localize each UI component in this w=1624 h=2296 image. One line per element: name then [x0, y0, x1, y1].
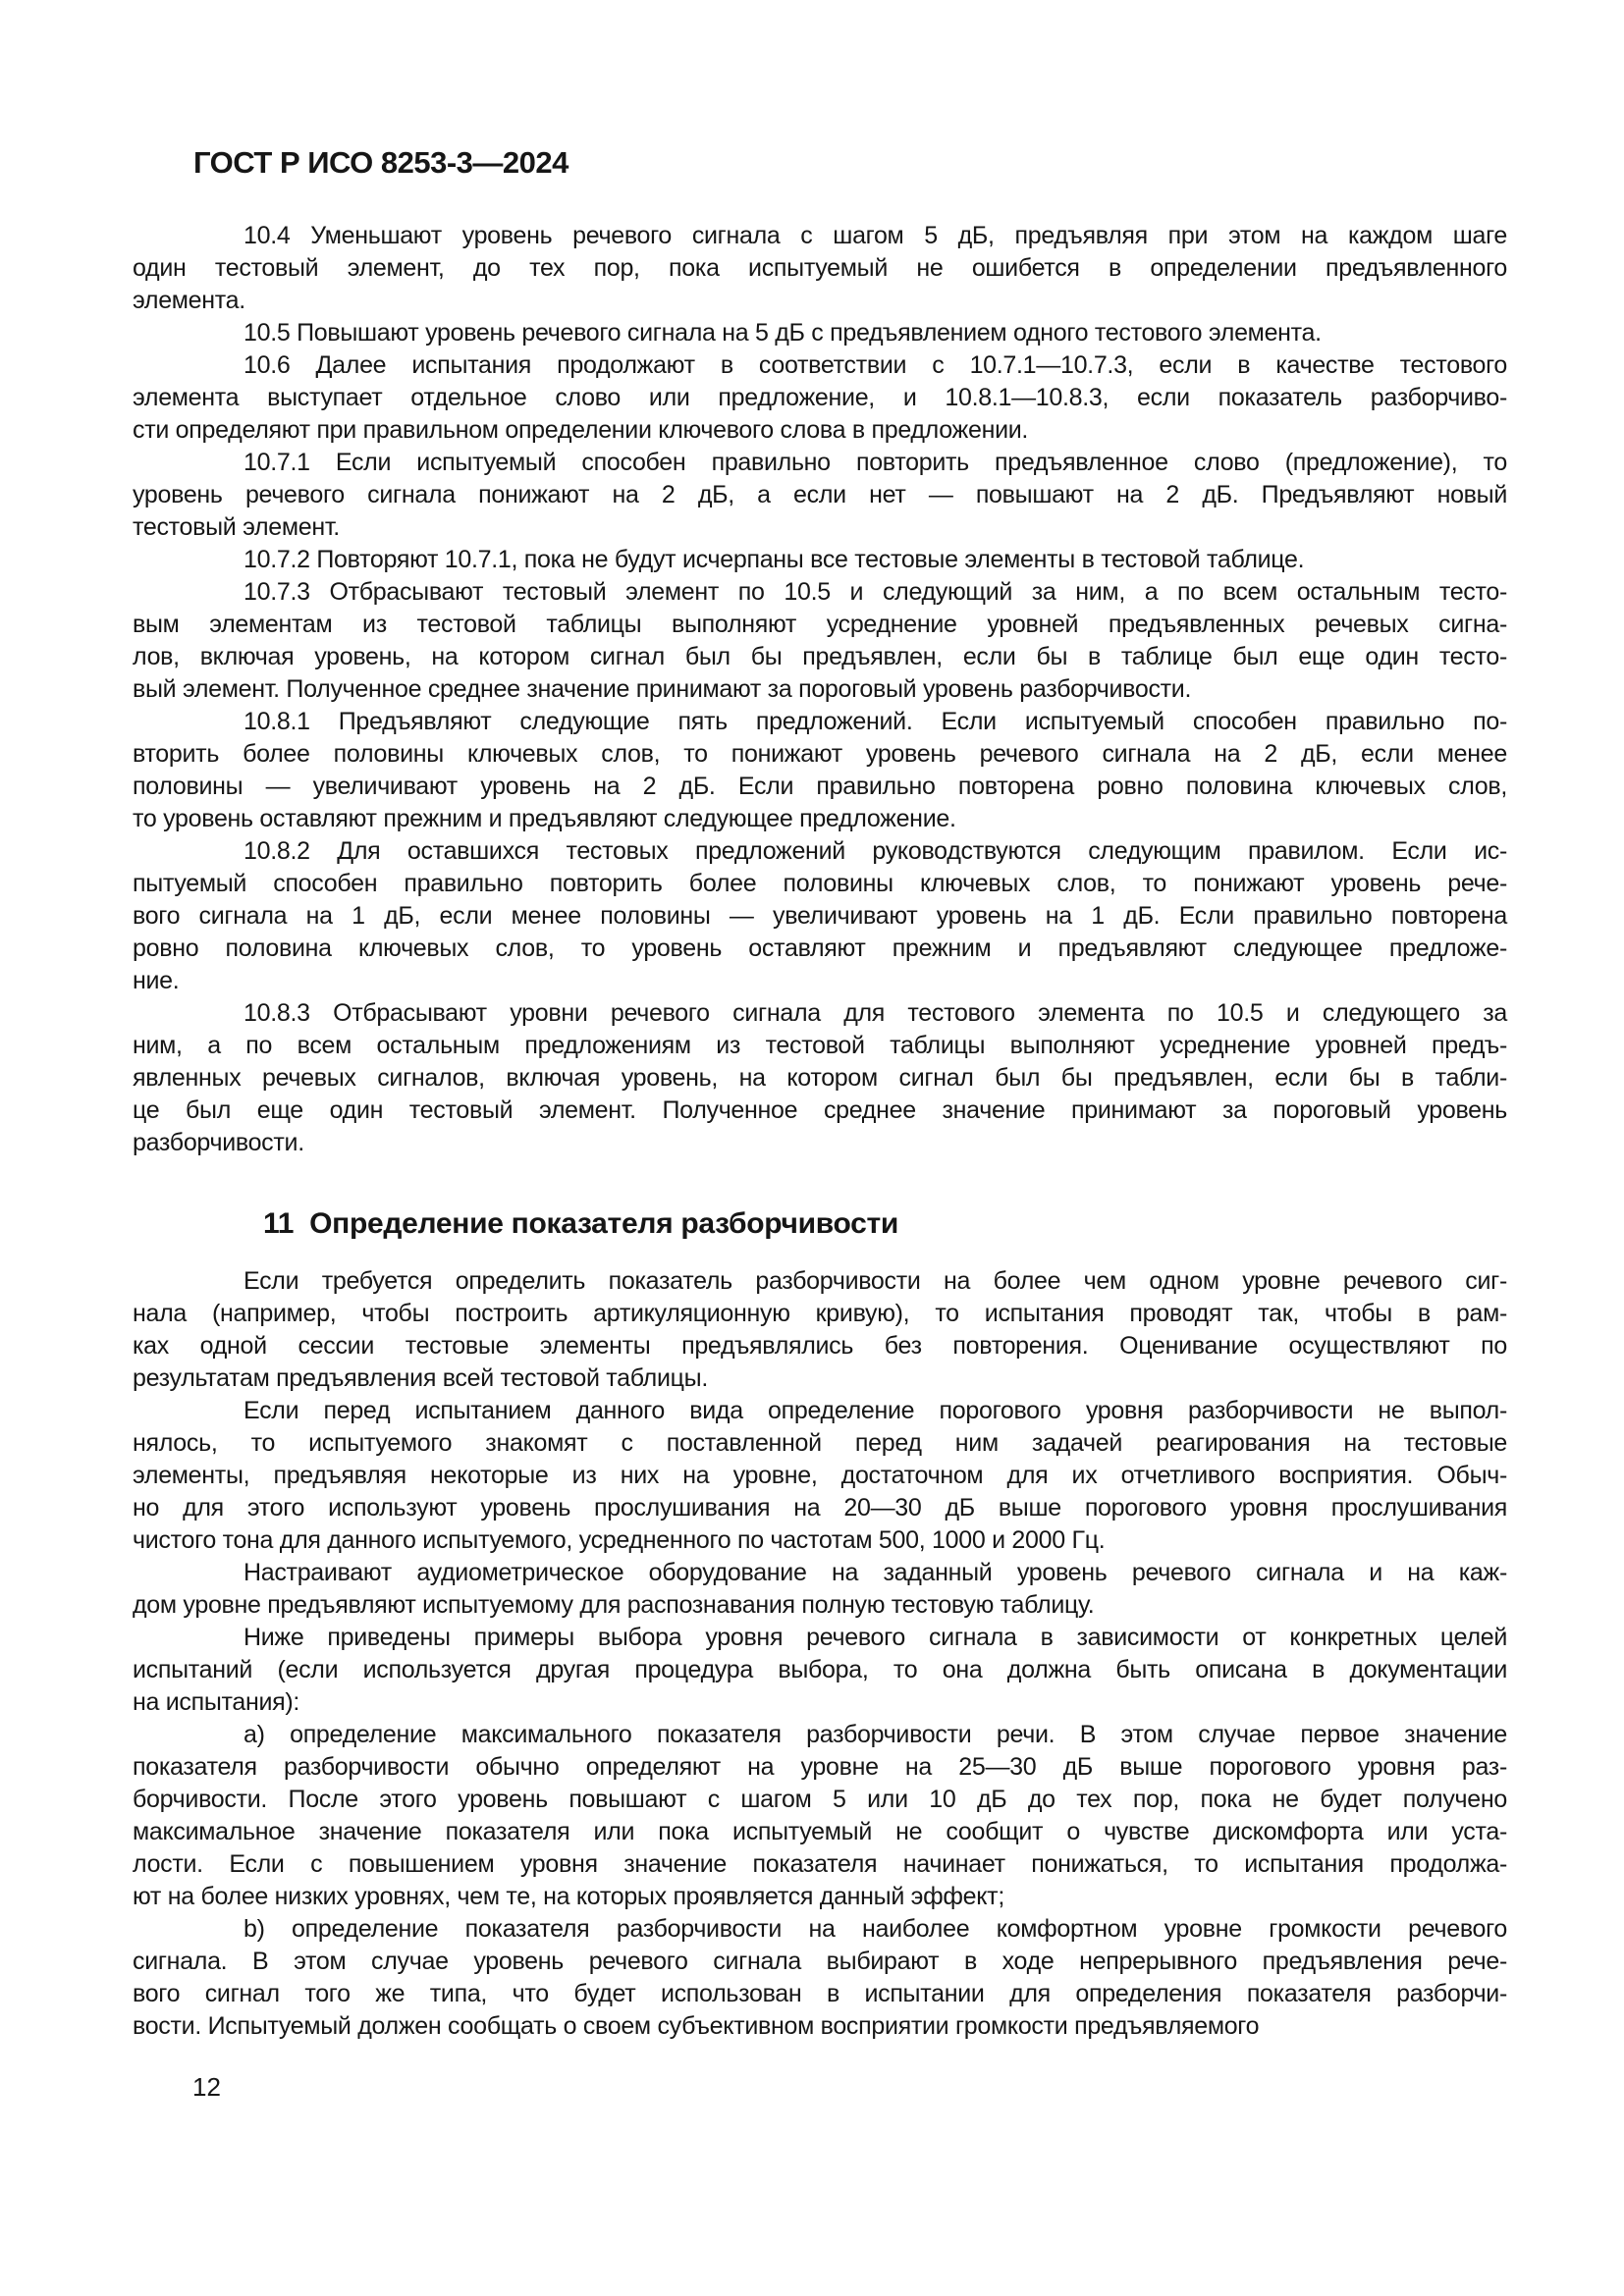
text-line: 10.7.1 Если испытуемый способен правильно повторить предъявленное слово (предложение), то [244, 449, 1507, 476]
text-line: Настраивают аудиометрическое оборудование на заданный уровень речевого сигнала и на каж- [244, 1559, 1507, 1586]
page-number: 12 [192, 2072, 221, 2102]
text-line: ках одной сессии тестовые элементы предъявлялись без повторения. Оценивание осуществляют по [133, 1332, 1507, 1360]
text-line: нала (например, чтобы построить артикуляционную кривую), то испытания проводят так, чтобы в рам- [133, 1300, 1507, 1327]
text-line: ние. [133, 967, 180, 994]
text-line: вого сигнала на 1 дБ, если менее половины — увеличивают уровень на 1 дБ. Если правильно повторена [133, 902, 1507, 930]
text-line: ют на более низких уровнях, чем те, на которых проявляется данный эффект; [133, 1883, 1004, 1910]
section-number: 11 [263, 1207, 295, 1240]
text-line: уровень речевого сигнала понижают на 2 дБ, а если нет — повышают на 2 дБ. Предъявляют новый [133, 481, 1507, 508]
text-line: тестовый элемент. [133, 513, 340, 541]
text-line: 10.4 Уменьшают уровень речевого сигнала с шагом 5 дБ, предъявляя при этом на каждом шаге [244, 222, 1507, 249]
running-header: ГОСТ Р ИСО 8253-3—2024 [193, 145, 568, 180]
text-line: элементы, предъявляя некоторые из них на уровне, достаточном для их отчетливого восприятия. Обыч- [133, 1462, 1507, 1489]
section-11-paragraph-4 [133, 1622, 1507, 1719]
text-line: борчивости. После этого уровень повышают с шагом 5 или 10 дБ до тех пор, пока не будет получено [133, 1786, 1507, 1813]
text-line: b) определение показателя разборчивости на наиболее комфортном уровне громкости речевого [244, 1915, 1507, 1943]
document-body [133, 220, 1507, 2043]
text-line: 10.7.3 Отбрасывают тестовый элемент по 10.5 и следующий за ним, а по всем остальным тесто- [244, 578, 1507, 606]
section-11-paragraph-1 [133, 1265, 1507, 1395]
text-line: вторить более половины ключевых слов, то понижают уровень речевого сигнала на 2 дБ, если менее [133, 740, 1507, 768]
text-line: Ниже приведены примеры выбора уровня речевого сигнала в зависимости от конкретных целей [244, 1624, 1507, 1651]
text-line: Если требуется определить показатель разборчивости на более чем одном уровне речевого сиг- [244, 1267, 1507, 1295]
text-line: вым элементам из тестовой таблицы выполняют усреднение уровней предъявленных речевых сигна- [133, 611, 1507, 638]
text-line: 10.8.2 Для оставшихся тестовых предложений руководствуются следующим правилом. Если ис- [244, 837, 1507, 865]
text-line: 10.8.1 Предъявляют следующие пять предложений. Если испытуемый способен правильно по- [244, 708, 1507, 735]
text-line: лов, включая уровень, на котором сигнал был бы предъявлен, если бы в таблице был еще один тесто- [133, 643, 1507, 670]
clause-10-6 [133, 349, 1507, 447]
section-11-paragraph-3 [133, 1557, 1507, 1622]
text-line: нялось, то испытуемого знакомят с поставленной перед ним задачей реагирования на тестовые [133, 1429, 1507, 1457]
text-line: 10.7.2 Повторяют 10.7.1, пока не будут исчерпаны все тестовые элементы в тестовой таблице. [244, 546, 1305, 573]
clause-10-7-2 [133, 544, 1507, 576]
text-line: 10.8.3 Отбрасывают уровни речевого сигнала для тестового элемента по 10.5 и следующего за [244, 999, 1507, 1027]
text-line: 10.5 Повышают уровень речевого сигнала на 5 дБ с предъявлением одного тестового элемента. [244, 319, 1322, 347]
clause-10-7-3 [133, 576, 1507, 706]
text-line: 10.6 Далее испытания продолжают в соответствии с 10.7.1—10.7.3, если в качестве тестового [244, 351, 1507, 379]
text-line: на испытания): [133, 1688, 300, 1716]
text-line: a) определение максимального показателя разборчивости речи. В этом случае первое значение [244, 1721, 1507, 1748]
text-line: лости. Если с повышением уровня значение показателя начинает понижаться, то испытания продолжа- [133, 1850, 1507, 1878]
section-title: Определение показателя разборчивости [309, 1207, 899, 1240]
clause-10-8-2 [133, 835, 1507, 997]
clause-10-8-1 [133, 706, 1507, 835]
clause-10-7-1 [133, 447, 1507, 544]
clause-10-5 [133, 317, 1507, 349]
text-line: половины — увеличивают уровень на 2 дБ. Если правильно повторена ровно половина ключевых слов, [133, 773, 1507, 800]
text-line: дом уровне предъявляют испытуемому для распознавания полную тестовую таблицу. [133, 1591, 1095, 1619]
text-line: чистого тона для данного испытуемого, усредненного по частотам 500, 1000 и 2000 Гц. [133, 1526, 1106, 1554]
text-line: вости. Испытуемый должен сообщать о своем субъективном восприятии громкости предъявляемого [133, 2012, 1260, 2040]
list-item-a [133, 1719, 1507, 1913]
text-line: то уровень оставляют прежним и предъявляют следующее предложение. [133, 805, 956, 832]
text-line: Если перед испытанием данного вида определение порогового уровня разборчивости не выпол- [244, 1397, 1507, 1424]
clause-10-4 [133, 220, 1507, 317]
text-line: элемента выступает отдельное слово или предложение, и 10.8.1—10.8.3, если показатель разборчиво- [133, 384, 1507, 411]
text-line: явленных речевых сигналов, включая уровень, на котором сигнал был бы предъявлен, если бы в табли- [133, 1064, 1507, 1092]
text-line: вый элемент. Полученное среднее значение принимают за пороговый уровень разборчивости. [133, 675, 1192, 703]
text-line: ним, а по всем остальным предложениям из тестовой таблицы выполняют усреднение уровней предъ- [133, 1032, 1507, 1059]
text-line: пытуемый способен правильно повторить более половины ключевых слов, то понижают уровень рече- [133, 870, 1507, 897]
text-line: один тестовый элемент, до тех пор, пока испытуемый не ошибется в определении предъявленного [133, 254, 1507, 282]
text-line: результатам предъявления всей тестовой таблицы. [133, 1364, 708, 1392]
text-line: испытаний (если используется другая процедура выбора, то она должна быть описана в документации [133, 1656, 1507, 1683]
list-item-b [133, 1913, 1507, 2043]
text-line: ровно половина ключевых слов, то уровень оставляют прежним и предъявляют следующее предложе- [133, 934, 1507, 962]
text-line: вого сигнал того же типа, что будет использован в испытании для определения показателя разборчи- [133, 1980, 1507, 2007]
section-11-heading [263, 1204, 1507, 1244]
clause-10-8-3 [133, 997, 1507, 1159]
section-11-paragraph-2 [133, 1395, 1507, 1557]
text-line: це был еще один тестовый элемент. Полученное среднее значение принимают за пороговый уровень [133, 1096, 1507, 1124]
text-line: элемента. [133, 287, 245, 314]
text-line: но для этого используют уровень прослушивания на 20—30 дБ выше порогового уровня прослушивания [133, 1494, 1507, 1522]
text-line: максимальное значение показателя или пока испытуемый не сообщит о чувстве дискомфорта или уста- [133, 1818, 1507, 1845]
text-line: сигнала. В этом случае уровень речевого сигнала выбирают в ходе непрерывного предъявления рече- [133, 1948, 1507, 1975]
text-line: разборчивости. [133, 1129, 304, 1156]
text-line: показателя разборчивости обычно определяют на уровне на 25—30 дБ выше порогового уровня раз- [133, 1753, 1507, 1781]
text-line: сти определяют при правильном определении ключевого слова в предложении. [133, 416, 1029, 444]
